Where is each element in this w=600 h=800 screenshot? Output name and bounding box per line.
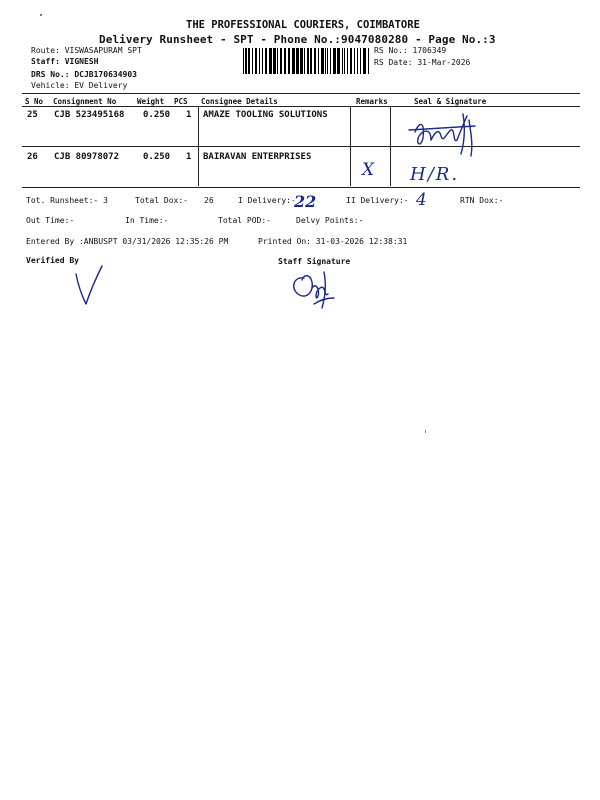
barcode-bar (347, 48, 348, 74)
printed-on: Printed On: 31-03-2026 12:38:31 (258, 237, 408, 246)
barcode-bar (357, 48, 358, 74)
verified-by-label: Verified By (26, 256, 79, 265)
table-header-rule (22, 106, 580, 107)
barcode (243, 48, 371, 74)
barcode-bar (327, 48, 328, 74)
barcode-bar (330, 48, 331, 74)
barcode-bar (337, 48, 340, 74)
barcode-bar (333, 48, 336, 74)
rtn-dox: RTN Dox:- (460, 196, 504, 205)
barcode-bar (292, 48, 295, 74)
barcode-bar (262, 48, 263, 74)
rs-date: RS Date: 31-Mar-2026 (374, 58, 471, 67)
table-top-rule (22, 93, 580, 94)
delvy-points: Delvy Points:- (296, 216, 364, 225)
barcode-bar (248, 48, 250, 74)
barcode-bar (325, 48, 326, 74)
barcode-bar (269, 48, 272, 74)
staff-text: Staff: VIGNESH (31, 57, 99, 66)
row-weight: 0.250 (143, 152, 171, 162)
i-delivery-handwritten: 22 (294, 192, 317, 211)
col-remarks: Remarks (356, 97, 388, 106)
ii-delivery-label: II Delivery:- (346, 196, 409, 205)
barcode-bar (350, 48, 352, 74)
row-consignee: BAIRAVAN ENTERPRISES (203, 152, 312, 162)
drs-number: DRS No.: DCJB170634903 (31, 70, 137, 79)
barcode-bar (296, 48, 299, 74)
row-consignment: CJB 523495168 (54, 110, 125, 120)
barcode-bar (284, 48, 286, 74)
barcode-bar (368, 48, 369, 74)
barcode-bar (304, 48, 305, 74)
col-weight: Weight (137, 97, 165, 106)
col-seal: Seal & Signature (414, 97, 487, 106)
vehicle-text: Vehicle: EV Delivery (31, 81, 128, 90)
row-pcs: 1 (186, 152, 192, 162)
barcode-bar (342, 48, 343, 74)
barcode-bar (314, 48, 316, 74)
verified-tick-mark (70, 262, 110, 308)
table-row (0, 152, 600, 166)
barcode-bar (363, 48, 366, 74)
barcode-bar (259, 48, 260, 74)
staff-signature-mark (284, 264, 344, 314)
barcode-bar (307, 48, 309, 74)
tot-runsheet: Tot. Runsheet:- 3 (26, 196, 108, 205)
scan-speck (425, 430, 426, 433)
row-pcs: 1 (186, 110, 192, 120)
runsheet-title: Delivery Runsheet - SPT - Phone No.:9047080280 - Page No.:3 (99, 33, 496, 46)
barcode-bar (360, 48, 361, 74)
barcode-bar (300, 48, 303, 74)
total-pod: Total POD:- (218, 216, 271, 225)
rs-number: RS No.: 1706349 (374, 46, 447, 55)
row-weight: 0.250 (143, 110, 171, 120)
col-consignee: Consignee Details (201, 97, 278, 106)
barcode-bar (310, 48, 312, 74)
scan-speck (40, 14, 42, 16)
barcode-bar (288, 48, 290, 74)
barcode-bar (252, 48, 253, 74)
handwritten-hr: H/R. (410, 164, 460, 185)
col-consignment: Consignment No (53, 97, 117, 106)
table-bottom-rule (22, 187, 580, 188)
staff-signature-label: Staff Signature (278, 257, 351, 266)
out-time: Out Time:- (26, 216, 75, 225)
ii-delivery-handwritten: 4 (416, 190, 427, 210)
row-separator (22, 146, 580, 147)
handwritten-signature-row1 (405, 110, 485, 160)
barcode-bar (277, 48, 278, 74)
total-dox-label: Total Dox:- (135, 196, 188, 205)
barcode-bar (265, 48, 267, 74)
row-consignment: CJB 80978072 (54, 152, 120, 162)
barcode-bar (354, 48, 355, 74)
col-pcs: PCS (174, 97, 188, 106)
barcode-bar (280, 48, 282, 74)
total-dox-value: 26 (204, 196, 214, 205)
col-sno: S No (25, 97, 44, 106)
barcode-bar (255, 48, 257, 74)
barcode-bar (344, 48, 345, 74)
barcode-bar (245, 48, 247, 74)
in-time: In Time:- (125, 216, 169, 225)
barcode-bar (243, 48, 244, 74)
barcode-bar (318, 48, 319, 74)
barcode-bar (321, 48, 324, 74)
route-text: Route: VISWASAPURAM SPT (31, 46, 142, 55)
row-sno: 26 (27, 152, 38, 162)
row-sno: 25 (27, 110, 38, 120)
barcode-bar (273, 48, 276, 74)
i-delivery-label: I Delivery:- (238, 196, 296, 205)
table-row (0, 110, 600, 124)
entered-by: Entered By :ANBUSPT 03/31/2026 12:35:26 PM (26, 237, 229, 246)
company-name: THE PROFESSIONAL COURIERS, COIMBATORE (186, 19, 420, 31)
handwritten-remark-x: X (362, 160, 375, 180)
row-consignee: AMAZE TOOLING SOLUTIONS (203, 110, 328, 120)
